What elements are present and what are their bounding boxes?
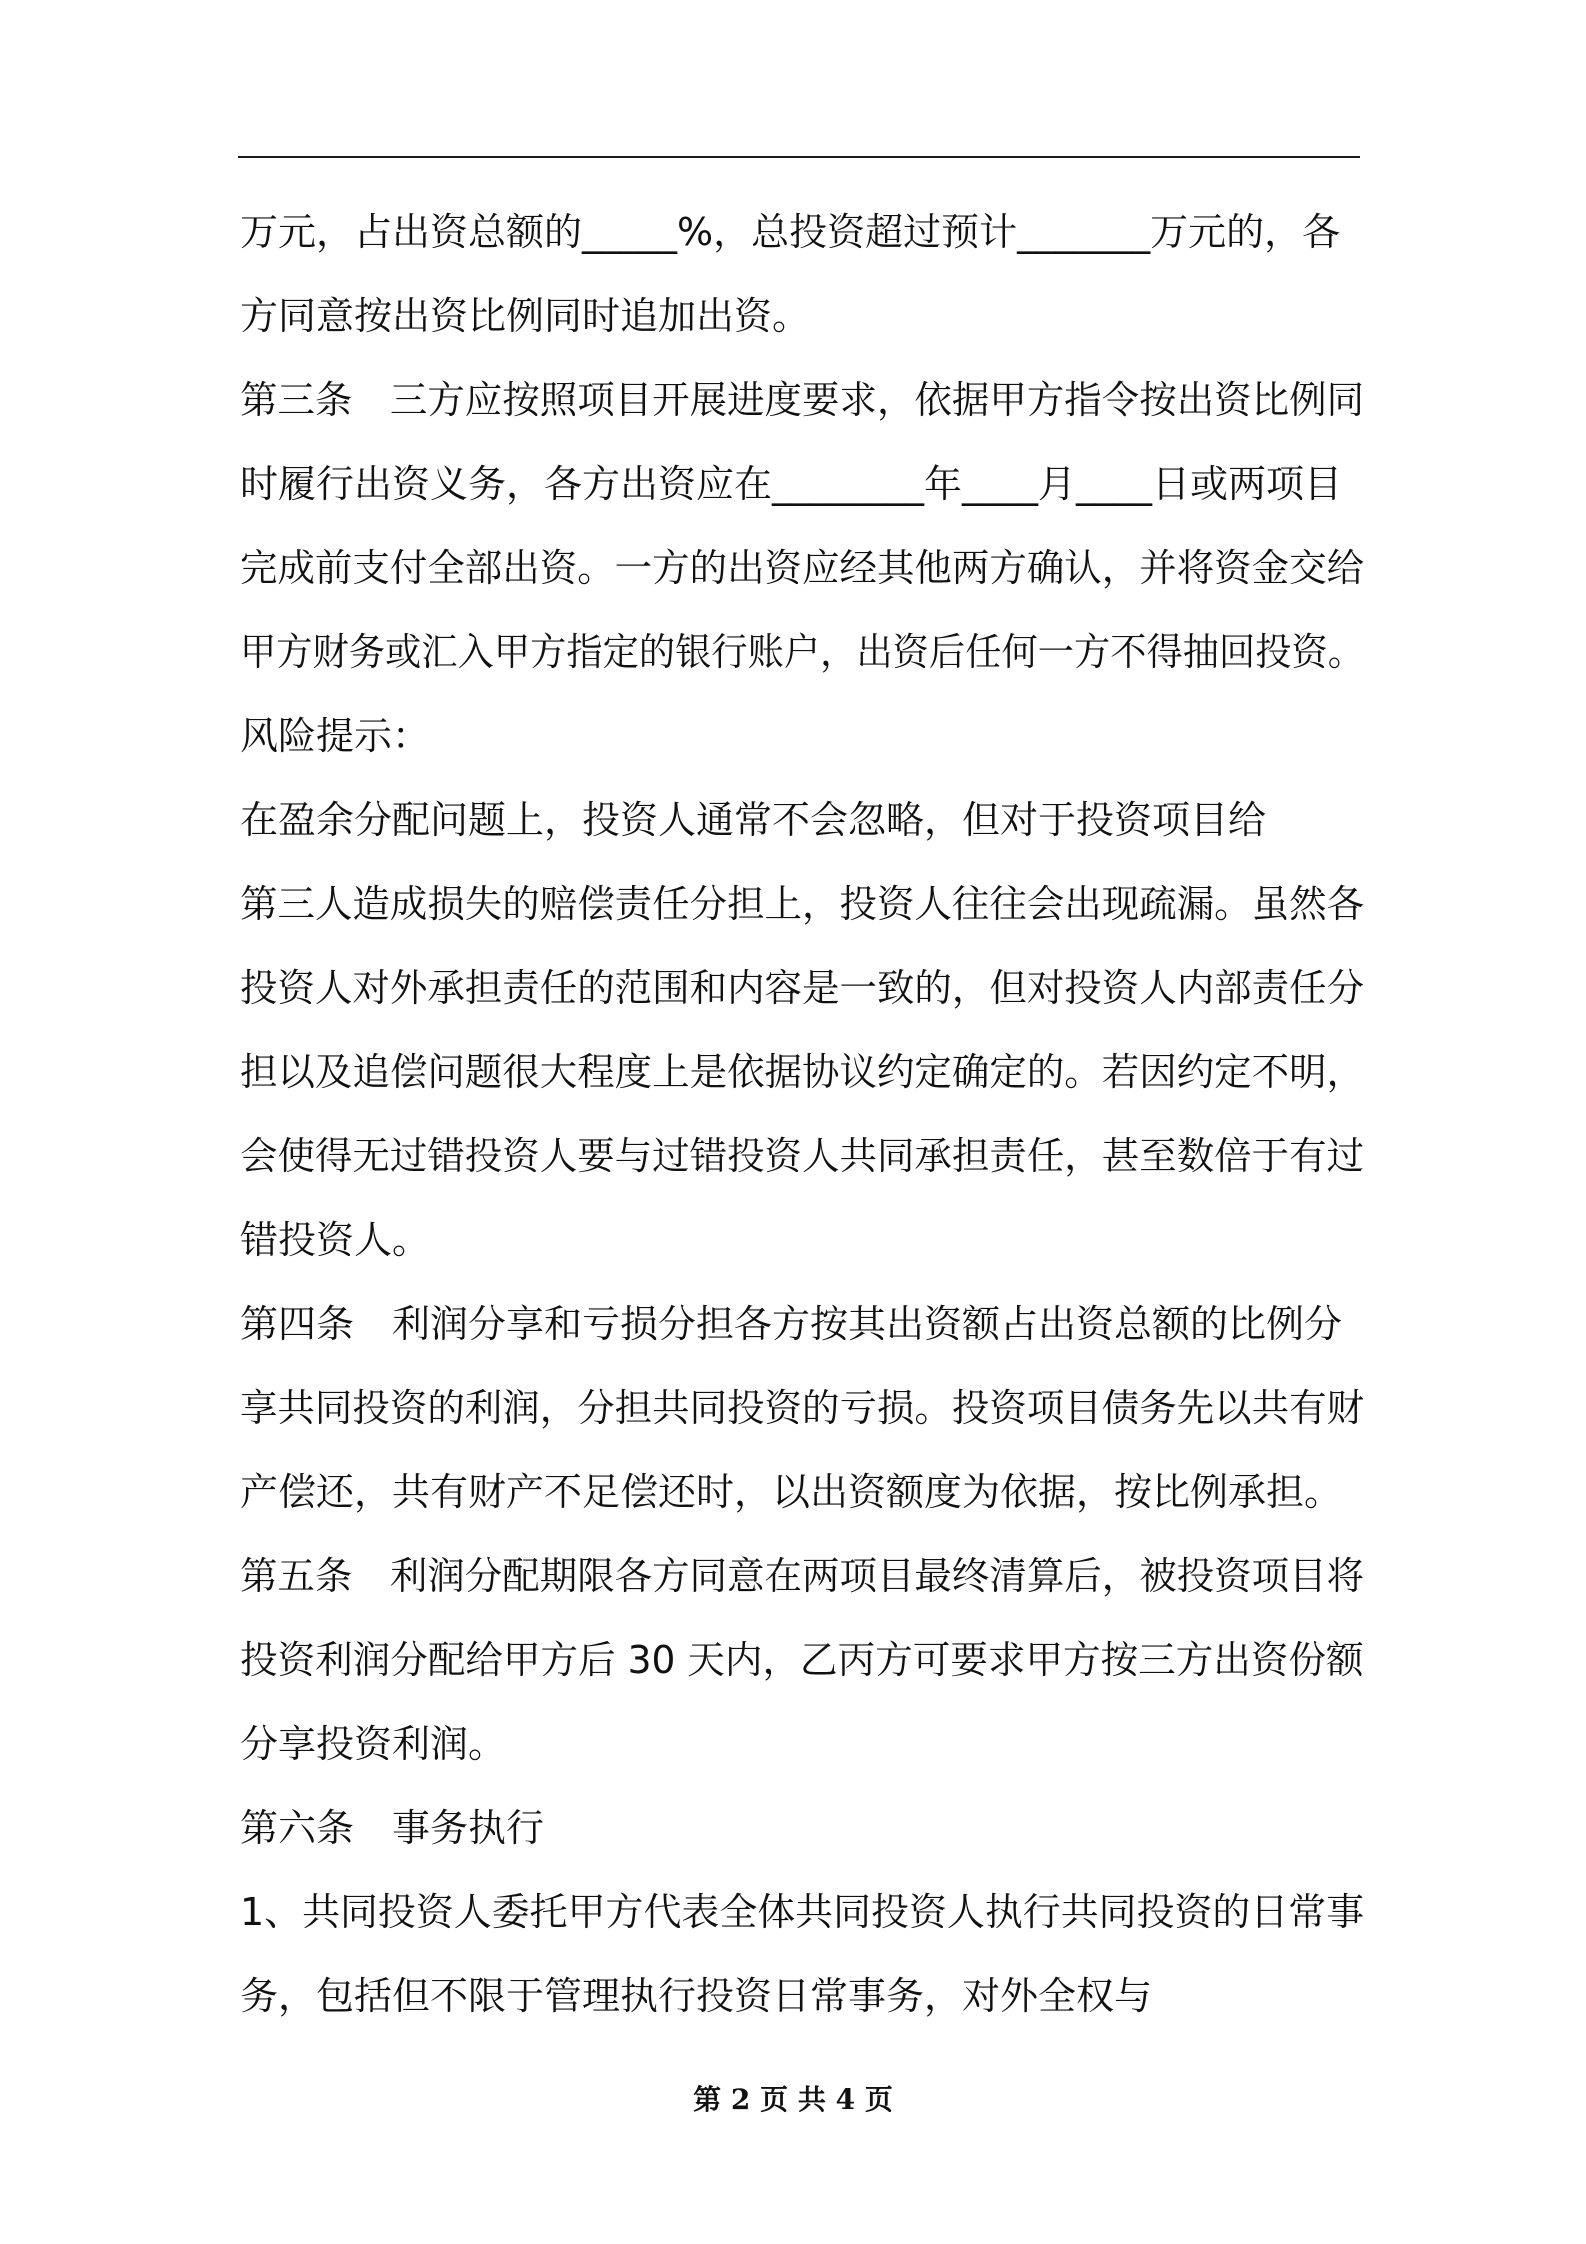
text-line: 第六条 事务执行 <box>240 1806 545 1850</box>
document-body <box>240 190 1364 2038</box>
text-line: 第四条 利润分享和亏损分担各方按其出资额占出资总额的比例分 <box>240 1302 1343 1346</box>
text-line: 方同意按出资比例同时追加出资。 <box>240 294 811 338</box>
text-line: 会使得无过错投资人要与过错投资人共同承担责任，甚至数倍于有过 <box>240 1134 1365 1178</box>
text-line: 担以及追偿问题很大程度上是依据协议约定确定的。若因约定不明， <box>240 1050 1365 1094</box>
text-line: 完成前支付全部出资。一方的出资应经其他两方确认，并将资金交给 <box>240 546 1365 590</box>
text-line: 风险提示： <box>240 714 431 758</box>
text-line: 错投资人。 <box>240 1218 431 1262</box>
text-line: 第三人造成损失的赔偿责任分担上，投资人往往会出现疏漏。虽然各 <box>240 882 1365 926</box>
text-line: 甲方财务或汇入甲方指定的银行账户，出资后任何一方不得抽回投资。 <box>240 630 1365 674</box>
page-number: 第 2 页 共 4 页 <box>693 2083 893 2116</box>
text-line: 第五条 利润分配期限各方同意在两项目最终清算后，被投资项目将 <box>240 1554 1365 1598</box>
text-line: 第三条 三方应按照项目开展进度要求，依据甲方指令按出资比例同 <box>240 378 1365 422</box>
text-line: 在盈余分配问题上，投资人通常不会忽略，但对于投资项目给 <box>240 798 1267 842</box>
text-line: 1、共同投资人委托甲方代表全体共同投资人执行共同投资的日常事 <box>240 1890 1365 1934</box>
text-line: 产偿还，共有财产不足偿还时，以出资额度为依据，按比例承担。 <box>240 1470 1343 1514</box>
text-line: 务，包括但不限于管理执行投资日常事务，对外全权与 <box>240 1974 1153 2018</box>
text-line: 投资利润分配给甲方后 30 天内，乙丙方可要求甲方按三方出资份额 <box>240 1638 1364 1682</box>
text-line: 享共同投资的利润，分担共同投资的亏损。投资项目债务先以共有财 <box>240 1386 1365 1430</box>
header-rule <box>238 156 1360 158</box>
text-line: 时履行出资义务，各方出资应在________年____月____日或两项目 <box>240 462 1343 506</box>
text-line: 分享投资利润。 <box>240 1722 507 1766</box>
text-line: 万元，占出资总额的_____%，总投资超过预计_______万元的，各 <box>240 210 1341 254</box>
text-line: 投资人对外承担责任的范围和内容是一致的，但对投资人内部责任分 <box>240 966 1365 1010</box>
